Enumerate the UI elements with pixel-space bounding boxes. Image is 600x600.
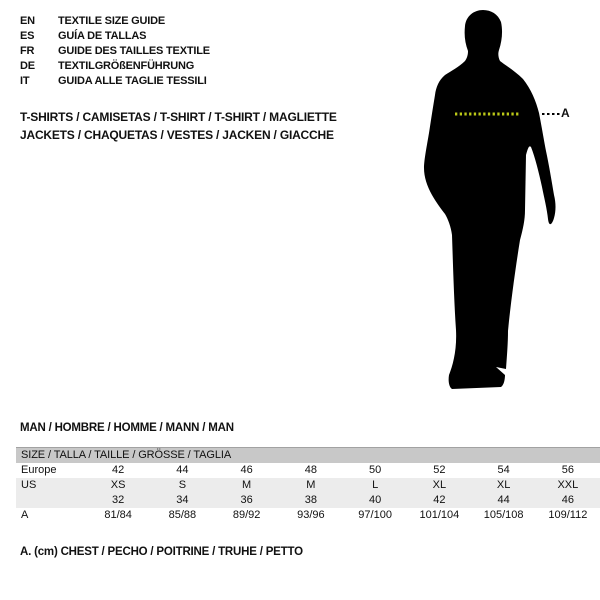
gender-heading: MAN / HOMBRE / HOMME / MANN / MAN — [20, 422, 234, 434]
table-cell: M — [279, 478, 343, 493]
lang-code: EN — [20, 14, 35, 27]
table-cell: 42 — [407, 493, 471, 508]
table-cell: XL — [472, 478, 536, 493]
table-row-us-numeric — [16, 493, 600, 508]
row-label — [16, 493, 86, 508]
table-cell: XXL — [536, 478, 600, 493]
table-cell: 52 — [433, 464, 446, 476]
lang-row-fr — [20, 43, 210, 58]
table-cell: 81/84 — [104, 509, 132, 521]
measure-label-a: A — [561, 106, 570, 120]
table-cell: 50 — [369, 464, 382, 476]
lang-title: TEXTILE SIZE GUIDE — [58, 14, 166, 27]
table-row-chest-a — [16, 508, 600, 523]
language-title-list — [20, 13, 210, 88]
table-cell: 42 — [112, 464, 125, 476]
table-cell: M — [215, 478, 279, 493]
row-label: US — [16, 478, 86, 493]
row-label: A — [21, 509, 29, 521]
lang-row-es — [20, 28, 210, 43]
table-cell: 89/92 — [232, 509, 261, 521]
lang-row-de — [20, 58, 210, 73]
table-cell: 40 — [343, 493, 407, 508]
table-cell: 44 — [176, 464, 189, 476]
table-cell: 93/96 — [297, 509, 325, 521]
table-cell: 105/108 — [483, 509, 524, 521]
table-cell: 56 — [561, 464, 574, 476]
table-cell: 54 — [497, 464, 510, 476]
size-table-header: SIZE / TALLA / TAILLE / GRÖSSE / TAGLIA — [16, 448, 600, 463]
table-cell: 36 — [215, 493, 279, 508]
table-cell: 97/100 — [358, 509, 392, 521]
table-cell: 38 — [279, 493, 343, 508]
size-table — [16, 447, 600, 523]
table-cell: 101/104 — [419, 509, 460, 521]
table-cell: XL — [407, 478, 471, 493]
table-row-us — [16, 478, 600, 493]
table-cell: 46 — [240, 464, 253, 476]
table-cell: S — [150, 478, 214, 493]
table-cell: 46 — [536, 493, 600, 508]
table-cell: 34 — [150, 493, 214, 508]
measurement-footnote: A. (cm) CHEST / PECHO / POITRINE / TRUHE / PETTO — [20, 546, 303, 558]
table-cell: 109/112 — [548, 509, 588, 521]
lang-row-en — [20, 13, 210, 28]
table-row-europe — [16, 463, 600, 478]
lang-title: GUIDE DES TAILLES TEXTILE — [58, 44, 210, 57]
man-silhouette — [415, 5, 565, 395]
size-figure — [415, 5, 600, 395]
table-cell: XS — [86, 478, 150, 493]
row-label: Europe — [21, 464, 57, 476]
category-jackets: JACKETS / CHAQUETAS / VESTES / JACKEN / GIACCHE — [20, 128, 334, 142]
category-tshirts: T-SHIRTS / CAMISETAS / T-SHIRT / T-SHIRT / MAGLIETTE — [20, 110, 337, 124]
garment-categories — [20, 108, 337, 144]
lang-title: GUIDA ALLE TAGLIE TESSILI — [58, 74, 207, 87]
lang-row-it — [20, 73, 210, 88]
table-cell: 32 — [86, 493, 150, 508]
lang-title: GUÍA DE TALLAS — [58, 29, 147, 42]
lang-code: ES — [20, 29, 35, 42]
size-table-header-row — [16, 448, 600, 463]
lang-title: TEXTILGRÖßENFÜHRUNG — [58, 59, 195, 72]
table-cell: 44 — [472, 493, 536, 508]
table-cell: L — [343, 478, 407, 493]
lang-code: DE — [20, 59, 35, 72]
table-cell: 85/88 — [168, 509, 197, 521]
lang-code: FR — [20, 44, 35, 57]
table-cell: 48 — [304, 464, 317, 476]
lang-code: IT — [20, 74, 30, 87]
